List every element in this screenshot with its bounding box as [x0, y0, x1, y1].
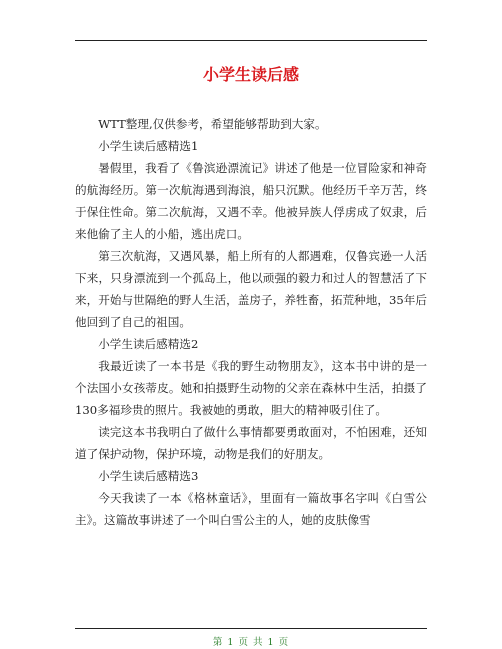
- section-heading-3: 小学生读后感精选3: [98, 469, 199, 483]
- section-heading-1: 小学生读后感精选1: [98, 139, 199, 153]
- page-number-footer: 第 1 页 共 1 页: [212, 637, 290, 648]
- document-title: 小学生读后感: [202, 65, 299, 84]
- body-paragraph: 我最近读了一本书是《我的野生动物朋友》，这本书中讲的是一个法国小女孩蒂皮。她和拍摄野生动物的父亲在森林中生活，拍摄了130多福珍贵的照片。我被她的勇敢，胆大的精神吸引住了。: [75, 359, 427, 417]
- document-body: [75, 113, 427, 531]
- body-paragraph: 暑假里，我看了《鲁滨逊漂流记》讲述了他是一位冒险家和神奇的航海经历。第一次航海遇到海浪，船只沉默。他经历千辛万苦，终于保住性命。第二次航海，又遇不幸。他被异族人俘虏成了奴隶，后来他偷了主人的小船，逃出虎口。: [75, 161, 427, 241]
- body-paragraph: 今天我读了一本《格林童话》，里面有一篇故事名字叫《白雪公主》。这篇故事讲述了一个叫白雪公主的人，她的皮肤像雪: [75, 491, 427, 527]
- intro-paragraph: WTT整理,仅供参考，希望能够帮助到大家。: [98, 117, 327, 131]
- body-paragraph: 读完这本书我明白了做什么事情都要勇敢面对，不怕困难，还知道了保护动物，保护环境，动物是我们的好朋友。: [75, 425, 427, 461]
- header-rule: [75, 40, 427, 41]
- footer-rule: [75, 628, 427, 629]
- body-paragraph: 第三次航海，又遇风暴，船上所有的人都遇难，仅鲁宾逊一人活下来，只身漂流到一个孤岛上，他以顽强的毅力和过人的智慧活了下来，开始与世隔绝的野人生活，盖房子，养牲畜，拓荒种地，35年后他回到了自己的祖国。: [75, 249, 427, 329]
- section-heading-2: 小学生读后感精选2: [98, 337, 199, 351]
